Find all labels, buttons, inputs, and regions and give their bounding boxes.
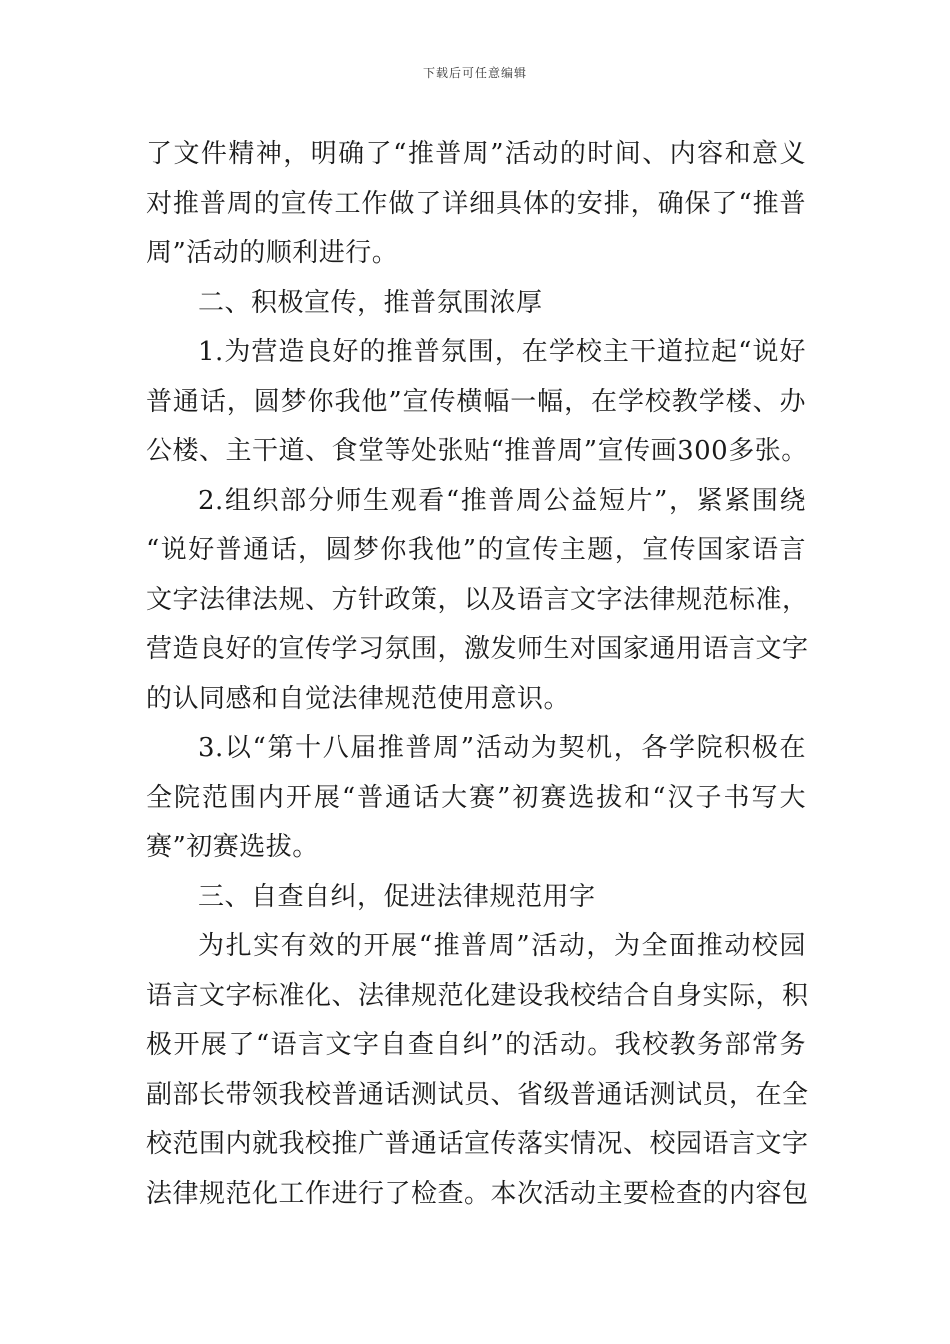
text-line: 的认同感和自觉法律规范使用意识。 [146, 683, 571, 714]
text-line: 普通话，圆梦你我他”宣传横幅一幅，在学校教学楼、办 [146, 386, 806, 417]
section-heading: 二、积极宣传，推普氛围浓厚 [198, 287, 543, 318]
text-line: 副部长带领我校普通话测试员、省级普通话测试员，在全 [146, 1079, 809, 1110]
text-line: 了文件精神，明确了“推普周”活动的时间、内容和意义 [146, 139, 806, 169]
text-line: 对推普周的宣传工作做了详细具体的安排，确保了“推普 [146, 188, 806, 219]
text-line: 赛”初赛选拔。 [146, 832, 319, 862]
document-body [146, 130, 809, 1219]
text-line: 周”活动的顺利进行。 [146, 238, 399, 268]
text-line: 法律规范化工作进行了检查。本次活动主要检查的内容包 [146, 1178, 809, 1209]
text-line: 校范围内就我校推广普通话宣传落实情况、校园语言文字 [146, 1129, 809, 1159]
text-line: 语言文字标准化、法律规范化建设我校结合自身实际，积 [146, 980, 809, 1011]
text-line: 极开展了“语言文字自查自纠”的活动。我校教务部常务 [146, 1030, 806, 1060]
text-line: 公楼、主干道、食堂等处张贴“推普周”宣传画300多张。 [146, 436, 808, 466]
text-line: 3.以“第十八届推普周”活动为契机，各学院积极在 [198, 733, 806, 763]
text-line: 1.为营造良好的推普氛围，在学校主干道拉起“说好 [198, 337, 806, 367]
page-header-note: 下载后可任意编辑 [422, 66, 527, 80]
text-line: 2.组织部分师生观看“推普周公益短片”，紧紧围绕 [198, 485, 806, 516]
text-line: “说好普通话，圆梦你我他”的宣传主题，宣传国家语言 [146, 535, 806, 565]
text-line: 文字法律法规、方针政策，以及语言文字法律规范标准， [146, 584, 809, 615]
section-heading: 三、自查自纠，促进法律规范用字 [198, 881, 596, 912]
text-line: 全院范围内开展“普通话大赛”初赛选拔和“汉子书写大 [146, 782, 806, 813]
text-line: 为扎实有效的开展“推普周”活动，为全面推动校园 [198, 931, 806, 961]
text-line: 营造良好的宣传学习氛围，激发师生对国家通用语言文字 [146, 634, 809, 664]
